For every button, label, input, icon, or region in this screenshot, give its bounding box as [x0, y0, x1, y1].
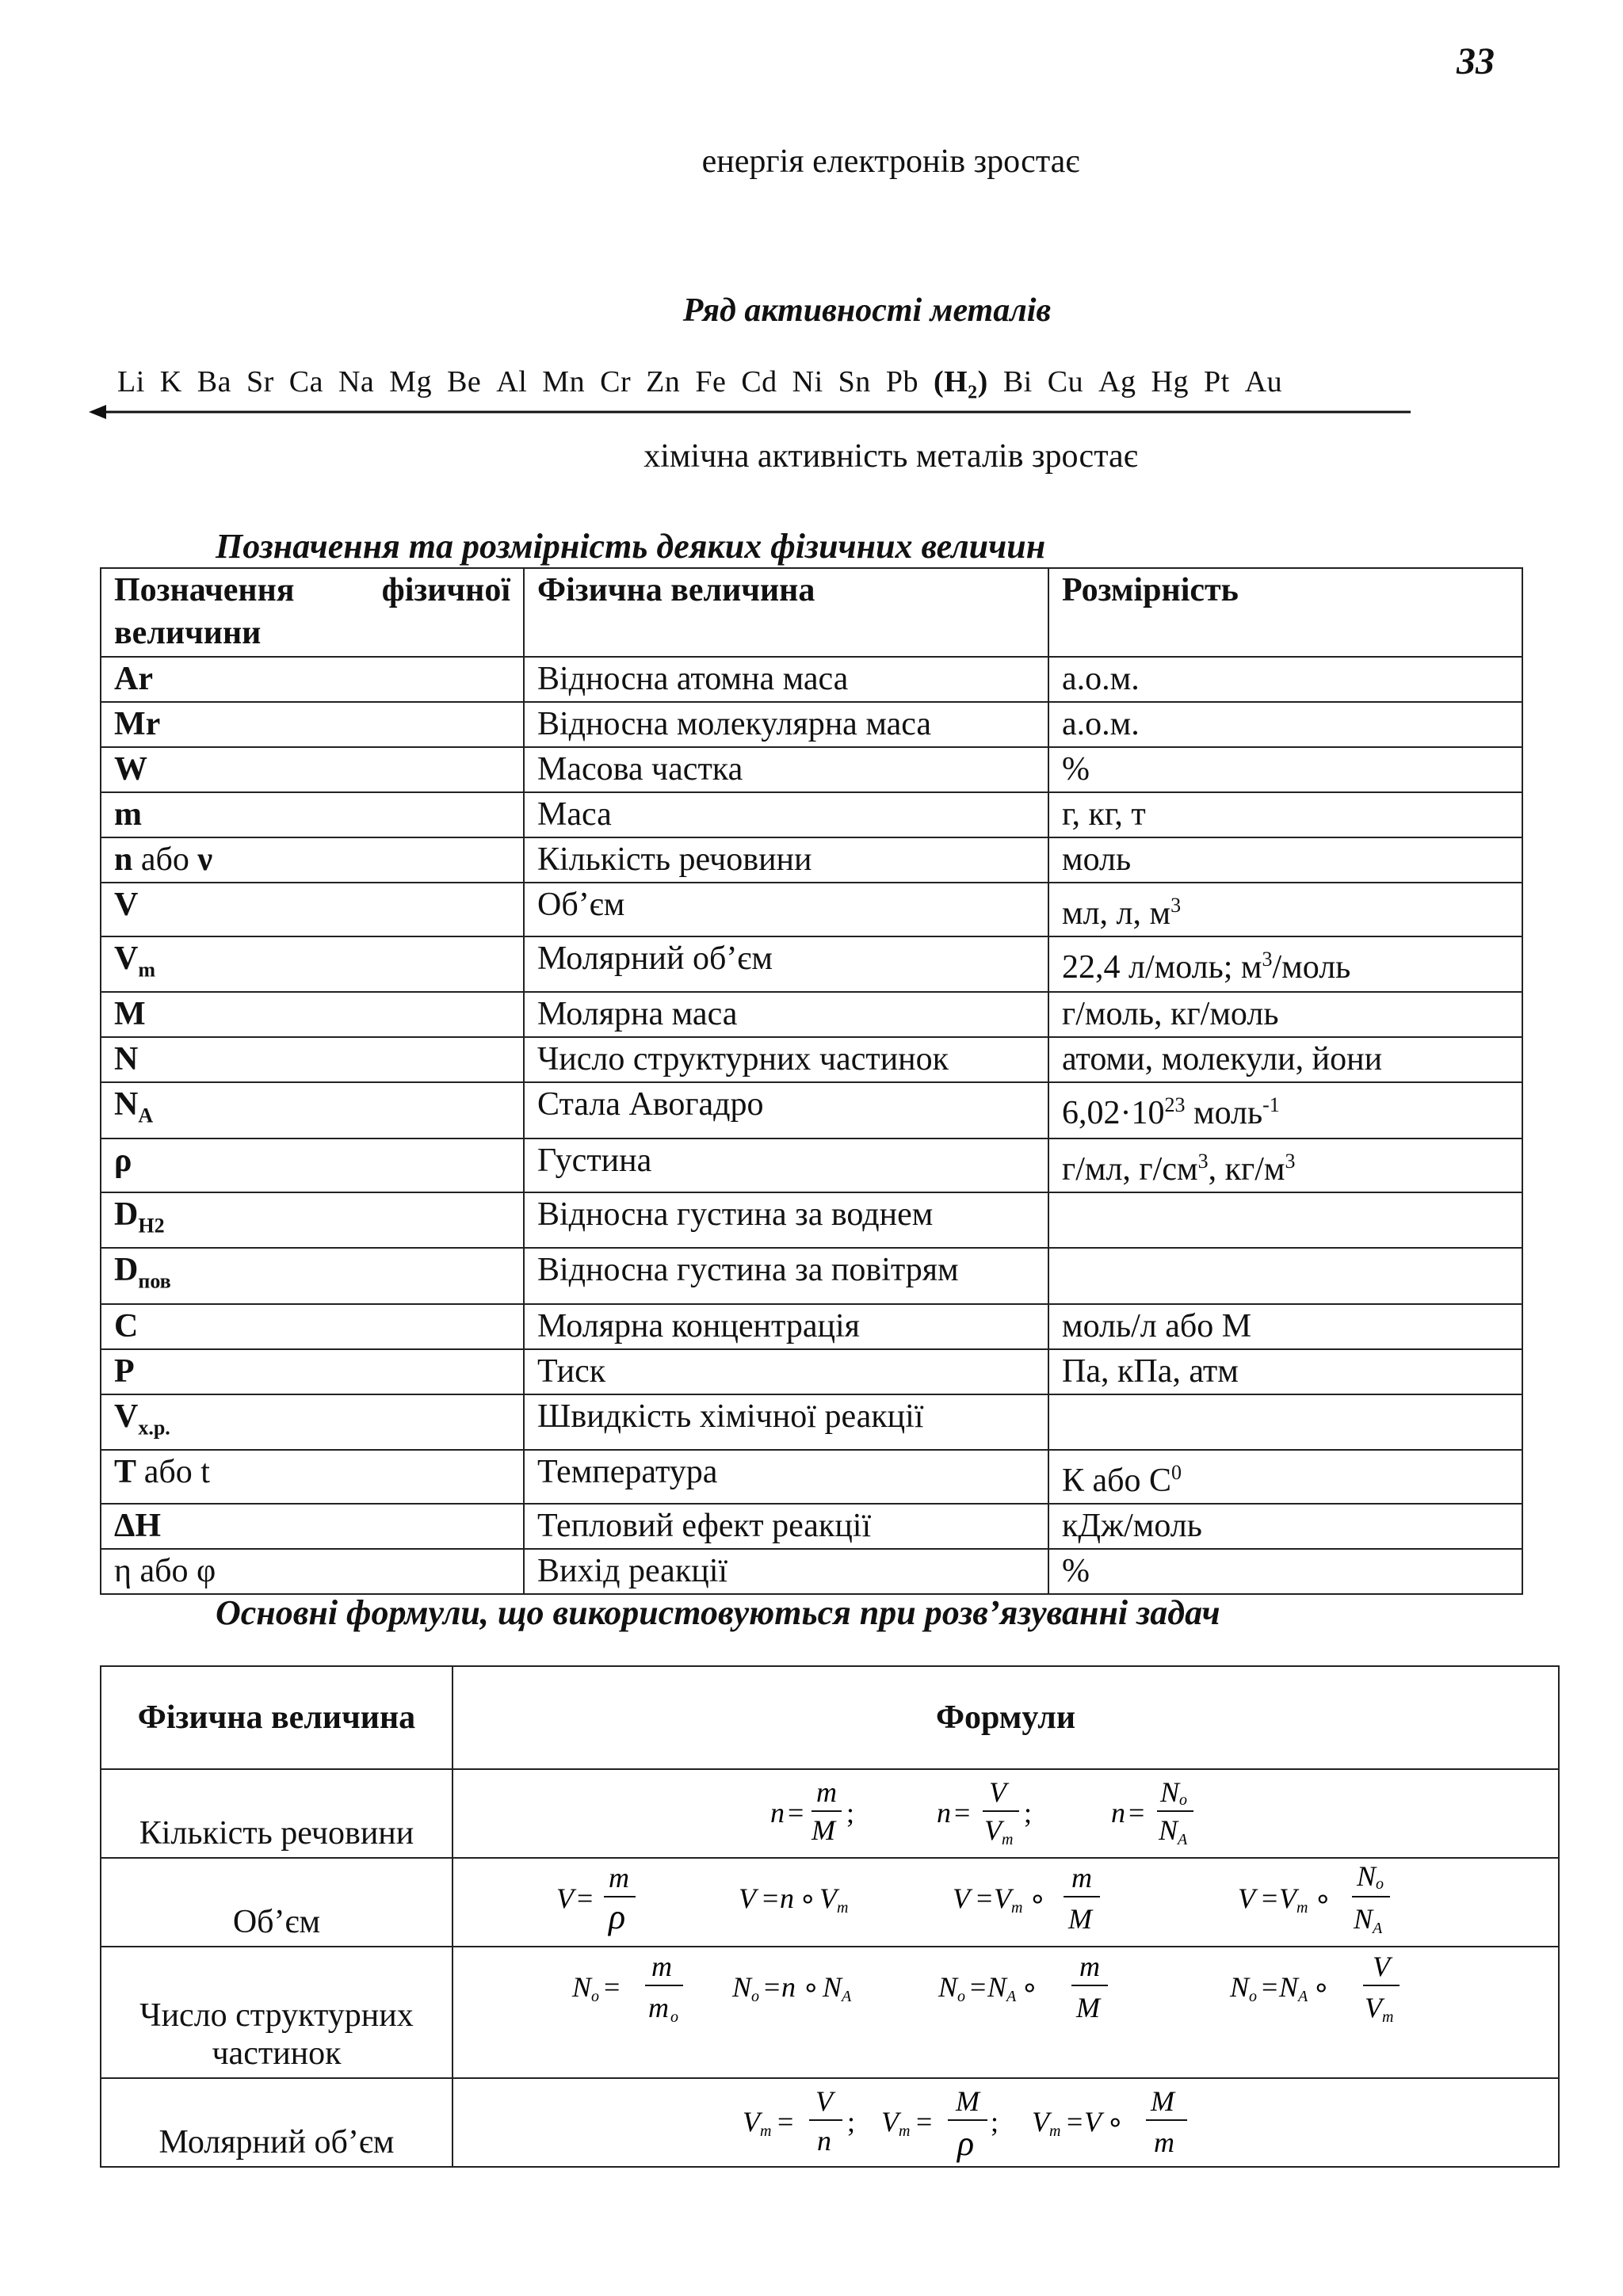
cell-quantity: Об’єм: [524, 883, 1048, 936]
svg-text:V: V: [953, 1882, 970, 1914]
svg-text:N: N: [1230, 1971, 1250, 2003]
cell-unit: К або $С^0$: [1048, 1450, 1522, 1504]
cell-unit: г/мл, $г/см^3$, $кг/м^3$: [1048, 1138, 1522, 1192]
table-row: [101, 1858, 1559, 1947]
page-number: 33: [1457, 40, 1495, 82]
metal-symbol: Hg: [1151, 365, 1189, 399]
svg-text:V: V: [556, 1882, 574, 1914]
svg-text:=: =: [976, 1882, 993, 1914]
metal-symbol: Na: [338, 365, 375, 399]
svg-text:=: =: [777, 2106, 794, 2138]
cell-quantity: Густина: [524, 1138, 1048, 1192]
svg-text:N: N: [1357, 1860, 1377, 1892]
metal-symbol: Ca: [288, 365, 323, 399]
metal-symbol: Fe: [695, 365, 727, 399]
cell-symbol: ρ: [101, 1138, 524, 1192]
formula-amount-of-substance: [453, 1769, 1559, 1858]
table-row: [101, 1037, 1522, 1082]
svg-text:m: m: [1382, 2008, 1394, 2026]
table-row: [101, 702, 1522, 747]
left-arrow-icon: [89, 402, 1411, 421]
cell-quantity: Тиск: [524, 1349, 1048, 1394]
svg-text:n: n: [1111, 1797, 1125, 1829]
metal-symbol: Li: [117, 365, 145, 399]
svg-text:m: m: [760, 2122, 772, 2140]
svg-text:V: V: [815, 2085, 833, 2117]
svg-text:∘: ∘: [799, 1882, 817, 1914]
svg-text:V: V: [1373, 1951, 1390, 1982]
svg-text:m: m: [1011, 1899, 1023, 1917]
cell-unit: $6,02\cdot 10^{23}$ моль$^{-1}$: [1048, 1082, 1522, 1138]
cell-symbol: W: [101, 747, 524, 792]
svg-text:=: =: [1262, 1882, 1278, 1914]
cell-quantity: Молярний об’єм: [524, 936, 1048, 992]
svg-text:A: A: [1373, 1920, 1383, 1937]
header-quantity: Фізична величина: [524, 568, 1048, 657]
svg-text:A: A: [1006, 1988, 1017, 2005]
table-row: [101, 936, 1522, 992]
svg-text:n: n: [937, 1797, 951, 1829]
activity-caption: хімічна активність металів зростає: [643, 438, 1138, 475]
svg-text:=: =: [788, 1797, 804, 1829]
cell-quantity: Молярна концентрація: [524, 1304, 1048, 1349]
table-row: [101, 1504, 1522, 1549]
svg-text:=: =: [1067, 2106, 1083, 2138]
cell-symbol: Ar: [101, 657, 524, 702]
table-row: [101, 1304, 1522, 1349]
svg-text:N: N: [1160, 1776, 1180, 1808]
metal-symbol: Sn: [838, 365, 871, 399]
svg-text:=: =: [764, 1971, 781, 2003]
svg-text:∘: ∘: [802, 1971, 820, 2003]
svg-text:V: V: [984, 1814, 1002, 1846]
table-row: [101, 657, 1522, 702]
svg-text:o: o: [591, 1988, 599, 2005]
svg-text:A: A: [1178, 1831, 1188, 1848]
cell-quantity: Відносна молекулярна маса: [524, 702, 1048, 747]
svg-text:n: n: [780, 1882, 794, 1914]
svg-text:m: m: [648, 1992, 669, 2023]
svg-text:N: N: [1354, 1903, 1373, 1935]
cell-quantity: Тепловий ефект реакції: [524, 1504, 1048, 1549]
formulas-table: [100, 1665, 1560, 2168]
svg-text:∘: ∘: [1314, 1882, 1332, 1914]
table-row: [101, 747, 1522, 792]
formula-number-of-particles: [453, 1947, 1559, 2078]
svg-text:;: ;: [1024, 1797, 1033, 1829]
table-header-row: [101, 568, 1522, 657]
quantities-table: [100, 567, 1523, 1595]
metal-symbol: Bi: [1002, 365, 1033, 399]
quantities-table-title: Позначення та розмірність деяких фізичних величин: [216, 527, 1046, 566]
cell-unit: атоми, молекули, йони: [1048, 1037, 1522, 1082]
cell-symbol: T або t: [101, 1450, 524, 1504]
table-row: [101, 1082, 1522, 1138]
svg-text:m: m: [837, 1899, 849, 1917]
cell-unit: г/моль, кг/моль: [1048, 992, 1522, 1037]
svg-text:=: =: [577, 1882, 594, 1914]
cell-quantity: Маса: [524, 792, 1048, 837]
cell-unit: кДж/моль: [1048, 1504, 1522, 1549]
table-header-row: [101, 1666, 1559, 1769]
table-row: [101, 2078, 1559, 2167]
svg-text:N: N: [732, 1971, 752, 2003]
cell-unit: мл, л, $м^3$: [1048, 883, 1522, 936]
cell-quantity: Відносна густина за повітрям: [524, 1248, 1048, 1303]
metal-symbol: Pt: [1204, 365, 1230, 399]
table-row: [101, 1450, 1522, 1504]
table-row: [101, 883, 1522, 936]
table-row: [101, 1192, 1522, 1248]
cell-symbol: ΔH: [101, 1504, 524, 1549]
table-row: [101, 1549, 1522, 1594]
svg-text:=: =: [916, 2106, 933, 2138]
table-row: [101, 1947, 1559, 2078]
svg-text:=: =: [1128, 1797, 1145, 1829]
svg-text:V: V: [1365, 1992, 1382, 2023]
header-unit: Розмірність: [1048, 568, 1522, 657]
svg-text:N: N: [938, 1971, 958, 2003]
svg-text:m: m: [1071, 1862, 1092, 1894]
svg-text:n: n: [817, 2125, 831, 2157]
metal-symbol: Sr: [246, 365, 274, 399]
svg-text:m: m: [609, 1862, 629, 1894]
svg-text:V: V: [739, 1882, 756, 1914]
svg-text:ρ: ρ: [957, 2124, 975, 2163]
svg-text:V: V: [1279, 1882, 1296, 1914]
cell-symbol: $V_m$: [101, 936, 524, 992]
svg-text:=: =: [1262, 1971, 1278, 2003]
svg-text:;: ;: [846, 1797, 855, 1829]
table-row: [101, 1248, 1522, 1303]
cell-quantity: Масова частка: [524, 747, 1048, 792]
svg-text:V: V: [819, 1882, 837, 1914]
cell-quantity: Відносна атомна маса: [524, 657, 1048, 702]
cell-symbol: $V_{х.р.}$: [101, 1394, 524, 1450]
svg-text:∘: ∘: [1106, 2106, 1125, 2138]
svg-text:m: m: [1079, 1951, 1100, 1982]
metal-activity-series: [117, 364, 1297, 404]
cell-symbol: V: [101, 883, 524, 936]
table-row: [101, 1394, 1522, 1450]
row-quantity-name: Молярний об’єм: [101, 2078, 453, 2167]
metal-symbol: Cr: [600, 365, 632, 399]
cell-symbol: C: [101, 1304, 524, 1349]
row-quantity-name: Об’єм: [101, 1858, 453, 1947]
table-row: [101, 837, 1522, 883]
cell-symbol: n або ν: [101, 837, 524, 883]
cell-symbol: P: [101, 1349, 524, 1394]
activity-series-title: Ряд активності металів: [682, 292, 1052, 329]
cell-unit: а.о.м.: [1048, 657, 1522, 702]
cell-unit: а.о.м.: [1048, 702, 1522, 747]
cell-unit: г, кг, т: [1048, 792, 1522, 837]
svg-text:m: m: [651, 1951, 672, 1982]
svg-text:o: o: [957, 1988, 965, 2005]
table-row: [101, 1769, 1559, 1858]
metal-symbol: Ag: [1098, 365, 1136, 399]
cell-symbol: $D_{H2}$: [101, 1192, 524, 1248]
svg-text:V: V: [1032, 2106, 1049, 2138]
cell-unit: 22,4 л/моль; $м^3$/моль: [1048, 936, 1522, 992]
svg-text:m: m: [1154, 2126, 1174, 2158]
cell-unit: %: [1048, 1549, 1522, 1594]
svg-text:o: o: [1376, 1875, 1384, 1893]
metal-symbol: Mg: [389, 365, 433, 399]
svg-text:m: m: [1296, 1899, 1308, 1917]
cell-unit: моль: [1048, 837, 1522, 883]
formulas-table-title: Основні формули, що використовуються при розв’язуванні задач: [216, 1593, 1220, 1632]
svg-text:V: V: [1084, 2106, 1102, 2138]
svg-text:o: o: [1249, 1988, 1257, 2005]
metal-symbol: Al: [496, 365, 528, 399]
cell-symbol: $D_{пов}$: [101, 1248, 524, 1303]
metal-symbol: Ni: [792, 365, 823, 399]
svg-text:m: m: [816, 1776, 837, 1808]
svg-text:=: =: [954, 1797, 971, 1829]
cell-symbol: m: [101, 792, 524, 837]
svg-text:=: =: [604, 1971, 621, 2003]
svg-text:N: N: [572, 1971, 592, 2003]
formula-volume: [453, 1858, 1559, 1947]
metal-symbol: Ba: [197, 365, 231, 399]
svg-text:n: n: [770, 1797, 785, 1829]
svg-text:M: M: [1068, 1903, 1092, 1935]
cell-unit: %: [1048, 747, 1522, 792]
svg-text:=: =: [762, 1882, 779, 1914]
svg-text:A: A: [842, 1988, 852, 2005]
cell-symbol: Mr: [101, 702, 524, 747]
svg-text:V: V: [989, 1776, 1006, 1808]
svg-text:o: o: [751, 1988, 759, 2005]
svg-text:m: m: [1002, 1831, 1014, 1848]
svg-text:V: V: [994, 1882, 1011, 1914]
cell-unit: [1048, 1248, 1522, 1303]
cell-symbol: M: [101, 992, 524, 1037]
cell-unit: [1048, 1192, 1522, 1248]
row-quantity-name: Число структурних частинок: [101, 1947, 453, 2078]
svg-text:n: n: [781, 1971, 796, 2003]
svg-text:N: N: [1279, 1971, 1299, 2003]
cell-quantity: Вихід реакції: [524, 1549, 1048, 1594]
metal-symbol: Cd: [741, 365, 777, 399]
energy-caption: енергія електронів зростає: [701, 143, 1080, 180]
cell-symbol: N: [101, 1037, 524, 1082]
svg-text:o: o: [1179, 1791, 1187, 1809]
svg-text:∘: ∘: [1021, 1971, 1039, 2003]
row-quantity-name: Кількість речовини: [101, 1769, 453, 1858]
metal-symbol: Mn: [542, 365, 586, 399]
svg-text:M: M: [956, 2085, 980, 2117]
table-row: [101, 1138, 1522, 1192]
cell-unit: моль/л або М: [1048, 1304, 1522, 1349]
cell-symbol: η або φ: [101, 1549, 524, 1594]
metal-symbol: Zn: [646, 365, 681, 399]
svg-text:M: M: [1076, 1992, 1100, 2023]
svg-text:;: ;: [847, 2106, 856, 2138]
svg-text:N: N: [1159, 1814, 1178, 1846]
cell-quantity: Відносна густина за воднем: [524, 1192, 1048, 1248]
svg-text:;: ;: [991, 2106, 999, 2138]
cell-quantity: Швидкість хімічної реакції: [524, 1394, 1048, 1450]
cell-quantity: Число структурних частинок: [524, 1037, 1048, 1082]
metal-symbol: K: [159, 365, 182, 399]
svg-text:m: m: [899, 2122, 911, 2140]
svg-text:ρ: ρ: [609, 1897, 626, 1936]
table-row: [101, 1349, 1522, 1394]
svg-text:N: N: [987, 1971, 1007, 2003]
svg-text:A: A: [1298, 1988, 1308, 2005]
header-formulas: Формули: [453, 1666, 1559, 1769]
svg-text:V: V: [1238, 1882, 1255, 1914]
metal-symbol: Be: [447, 365, 482, 399]
cell-quantity: Молярна маса: [524, 992, 1048, 1037]
header-symbol: Позначення фізичної величини: [101, 568, 524, 657]
cell-unit: Па, кПа, атм: [1048, 1349, 1522, 1394]
cell-quantity: Стала Авогадро: [524, 1082, 1048, 1138]
svg-text:V: V: [743, 2106, 760, 2138]
cell-quantity: Температура: [524, 1450, 1048, 1504]
svg-text:∘: ∘: [1312, 1971, 1331, 2003]
svg-text:N: N: [823, 1971, 842, 2003]
metal-symbol: Au: [1244, 365, 1283, 399]
metal-symbol: $(H_2)$: [933, 365, 988, 403]
header-quantity: Фізична величина: [101, 1666, 453, 1769]
svg-text:M: M: [1151, 2085, 1174, 2117]
svg-text:V: V: [881, 2106, 899, 2138]
svg-text:∘: ∘: [1029, 1882, 1047, 1914]
svg-text:M: M: [812, 1814, 835, 1846]
formula-molar-volume: [453, 2078, 1559, 2167]
svg-text:o: o: [670, 2008, 678, 2026]
metal-symbol: Pb: [885, 365, 918, 399]
svg-text:=: =: [970, 1971, 987, 2003]
table-row: [101, 792, 1522, 837]
cell-quantity: Кількість речовини: [524, 837, 1048, 883]
cell-unit: [1048, 1394, 1522, 1450]
table-row: [101, 992, 1522, 1037]
metal-symbol: Cu: [1047, 365, 1084, 399]
svg-text:m: m: [1049, 2122, 1061, 2140]
cell-symbol: $N_A$: [101, 1082, 524, 1138]
